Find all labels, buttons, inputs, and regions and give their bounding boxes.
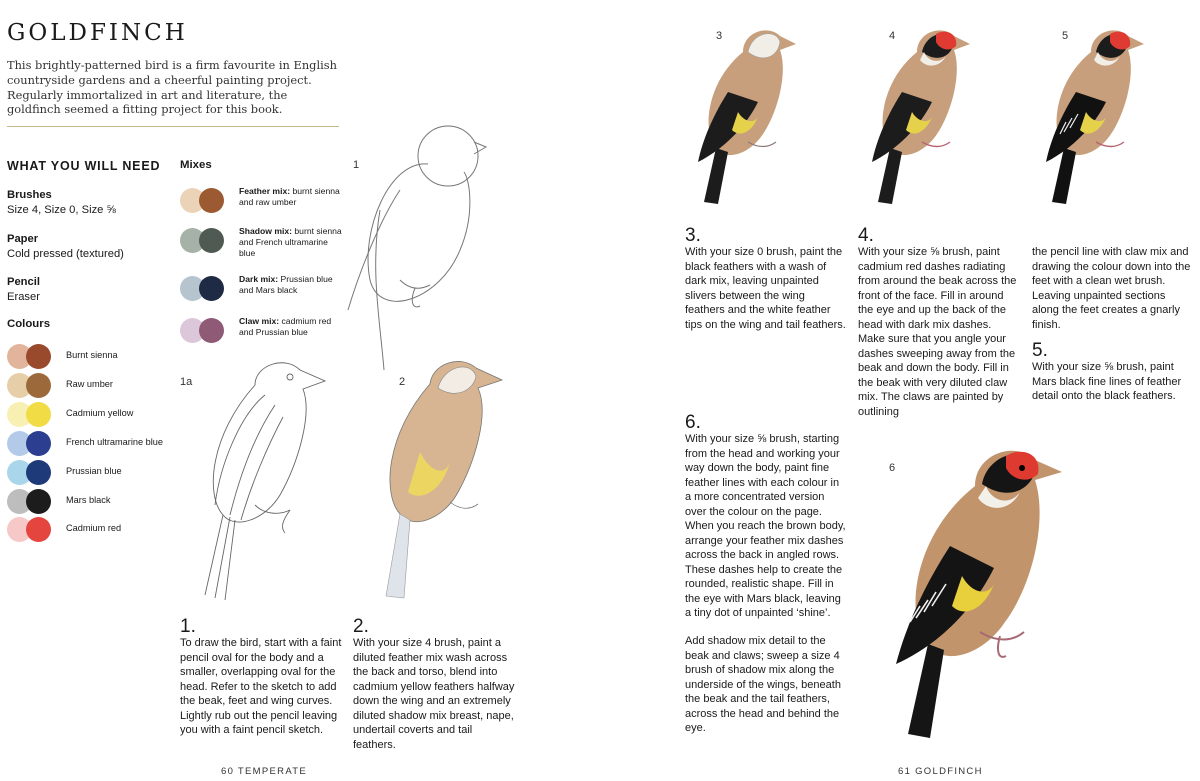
step-number: 6. [685, 412, 701, 433]
figure-label: 1 [353, 159, 360, 171]
step-number: 4. [858, 225, 874, 246]
step-number: 2. [353, 616, 369, 637]
step-text: the pencil line with claw mix and drawing the colour down into the feet with a clean wet brush. Leaving unpainted sections along the feet creates a gnarly finish. [1032, 246, 1191, 331]
colour-name: Cadmium yellow [66, 408, 134, 418]
page-footer: 61 GOLDFINCH [898, 766, 983, 777]
step-number: 1. [180, 616, 196, 637]
swatch-dark [26, 431, 51, 456]
material-brushes [7, 188, 116, 217]
material-paper [7, 232, 124, 261]
material-pencil [7, 275, 40, 304]
colour-name: Cadmium red [66, 523, 122, 533]
figure-label: 1a [180, 376, 193, 388]
step-text: To draw the bird, start with a faint pencil oval for the body and a smaller, overlapping oval for the head. Refer to the sketch to add the beak, feet and wing curves. Lightly rub out the pencil leaving you with a faint pencil sketch. [180, 637, 342, 737]
step-2 [353, 617, 518, 752]
swatch-dark [26, 402, 51, 427]
swatch-dark [199, 318, 224, 343]
figure-label: 2 [399, 376, 406, 388]
material-value: Eraser [7, 290, 40, 303]
step-text: With your size 4 brush, paint a diluted feather mix wash across the back and torso, blend into cadmium yellow feathers halfway down the wing and an extremely diluted shadow mix breast, nape, undertail coverts and tail feathers. [353, 637, 515, 751]
mix-recipe: burnt sienna and raw umber [239, 186, 340, 208]
mix-recipe: Prussian blue and Mars black [239, 274, 333, 296]
figure-label: 5 [1062, 30, 1069, 42]
step-number: 5. [1032, 340, 1048, 361]
mix-description [239, 316, 344, 338]
step-1 [180, 617, 342, 738]
material-label: Pencil [7, 276, 40, 288]
intro-paragraph: This brightly-patterned bird is a firm favourite in English countryside gardens and a cheerful painting project. Regularly immortalized in art and literature, the goldfinch seemed a fitting project for this book. [7, 58, 337, 117]
goldfinch-step-4-painting [862, 22, 982, 212]
mix-name: Claw mix: [239, 316, 280, 326]
colours-heading: Colours [7, 318, 51, 330]
step-6-continued [685, 634, 847, 736]
material-label: Paper [7, 233, 39, 245]
mix-recipe: burnt sienna and French ultramarine blue [239, 226, 342, 259]
materials-heading: WHAT YOU WILL NEED [7, 159, 161, 173]
step-text: Add shadow mix detail to the beak and claws; sweep a size 4 brush of shadow mix along the underside of the wings, beneath the beak and the tail feathers, across the head and behind the eye. [685, 635, 841, 735]
colour-name: Burnt sienna [66, 350, 118, 360]
swatch-dark [26, 373, 51, 398]
swatch-dark [26, 517, 51, 542]
mixes-heading: Mixes [180, 159, 212, 171]
step-text: With your size ⅝ brush, starting from the head and working your way down the body, paint fine feather lines with each colour in a more concentrated version over the colour on the page. When you reach the brown body, arrange your feather mix dashes across the back in angled rows. These dashes help to create the rounded, realistic shape. Fill in the eye with Mars black, leaving a tiny dot of unpainted ‘shine’. [685, 433, 846, 620]
page-footer: 60 TEMPERATE [221, 766, 307, 777]
goldfinch-final-painting [880, 436, 1070, 751]
step-text: With your size ⅝ brush, paint cadmium red dashes radiating from around the beak across the front of the face. Fill in around the eye and up the back of the head with dark mix dashes. Make sure that you angle your dashes sweeping away from the beak and down the body. Fill in the beak with very diluted claw mix. The claws are painted by outlining [858, 246, 1017, 418]
swatch-dark [199, 188, 224, 213]
swatch-dark [199, 276, 224, 301]
swatch-dark [26, 460, 51, 485]
material-value: Size 4, Size 0, Size ⅝ [7, 203, 116, 216]
mix-name: Dark mix: [239, 274, 279, 284]
swatch-dark [26, 489, 51, 514]
first-wash-painting [360, 352, 510, 610]
step-3 [685, 226, 847, 332]
goldfinch-step-5-painting [1036, 22, 1156, 212]
colour-name: French ultramarine blue [66, 437, 164, 447]
mix-recipe: cadmium red and Prussian blue [239, 316, 332, 338]
step-text: With your size 0 brush, paint the black feathers with a wash of dark mix, leaving unpainted slivers between the wing feathers and the white feather tips on the wing and tail feathers. [685, 246, 846, 331]
mix-name: Shadow mix: [239, 226, 293, 236]
header-divider [7, 126, 339, 127]
mix-name: Feather mix: [239, 186, 291, 196]
pencil-sketch [185, 355, 335, 605]
construction-sketch [340, 120, 500, 380]
figure-label: 6 [889, 462, 896, 474]
mix-description [239, 274, 344, 296]
step-text: With your size ⅝ brush, paint Mars black fine lines of feather detail onto the black feathers. [1032, 361, 1182, 403]
figure-label: 3 [716, 30, 723, 42]
step-4-continued [1032, 245, 1192, 332]
page-title: GOLDFINCH [7, 20, 188, 46]
colour-name: Prussian blue [66, 466, 122, 476]
figure-label: 4 [889, 30, 896, 42]
colour-name: Mars black [66, 495, 111, 505]
swatch-dark [199, 228, 224, 253]
mix-description [239, 186, 344, 208]
step-5 [1032, 341, 1192, 404]
step-number: 3. [685, 225, 701, 246]
material-label: Brushes [7, 189, 52, 201]
goldfinch-step-3-painting [688, 22, 808, 212]
step-4 [858, 226, 1020, 419]
material-value: Cold pressed (textured) [7, 247, 124, 260]
mix-description [239, 226, 344, 260]
swatch-dark [26, 344, 51, 369]
colour-name: Raw umber [66, 379, 113, 389]
step-6 [685, 413, 847, 621]
